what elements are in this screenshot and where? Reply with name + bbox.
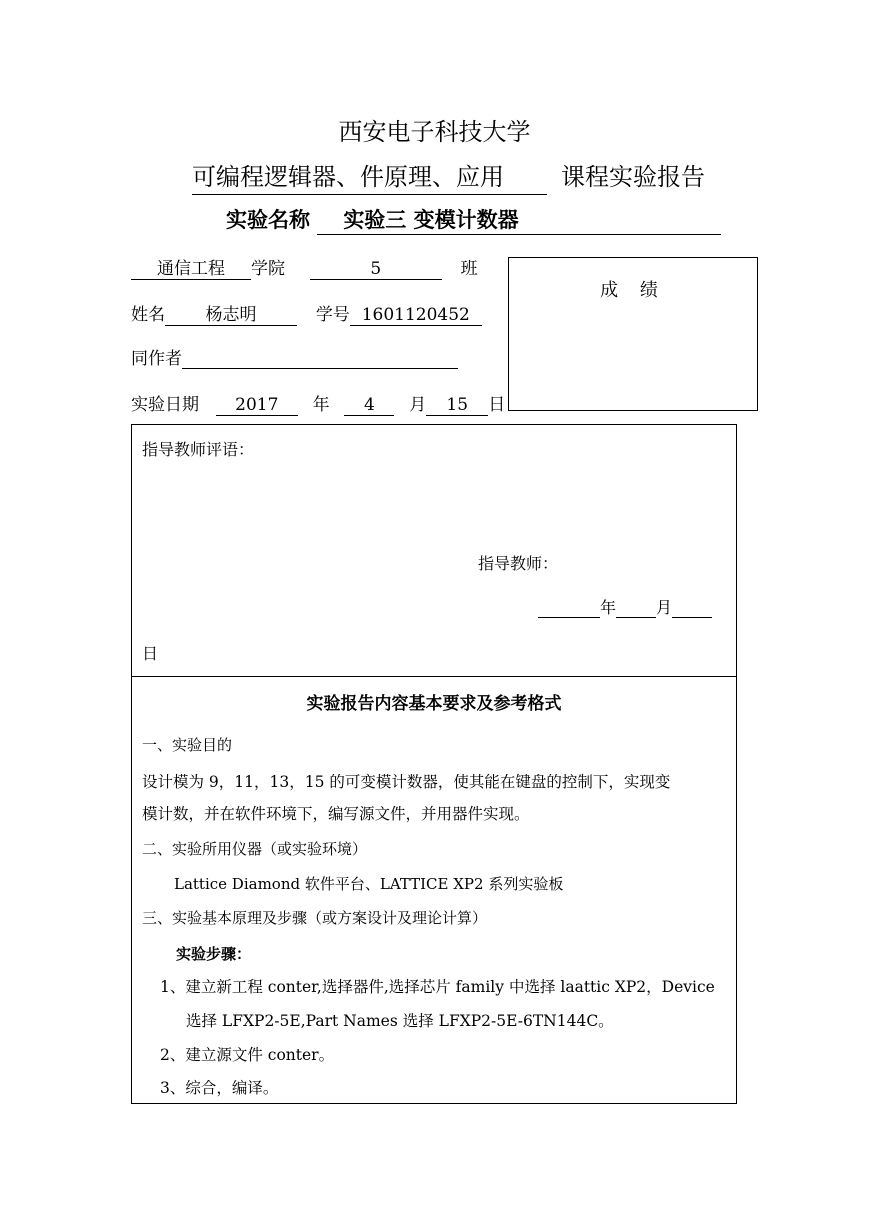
step1-line1: 1、建立新工程 conter,选择器件,选择芯片 family 中选择 laattic XP2，Device: [160, 978, 715, 996]
college-label: 学院: [251, 259, 285, 279]
requirements-section: [132, 677, 736, 1103]
college-class-line: [131, 254, 478, 280]
equipment-heading: 二、实验所用仪器（或实验环境）: [142, 840, 368, 858]
step2: 2、建立源文件 conter。: [160, 1046, 335, 1064]
year-label: 年: [312, 395, 330, 415]
equipment-text: Lattice Diamond 软件平台、LATTICE XP2 系列实验板: [174, 875, 564, 893]
requirements-heading: 实验报告内容基本要求及参考格式: [306, 694, 562, 714]
class-field: 5: [310, 259, 442, 280]
comments-label: 指导教师评语：: [142, 440, 255, 459]
comment-date: [538, 595, 712, 618]
year-field: 2017: [216, 395, 298, 416]
teacher-comments-section: [132, 425, 736, 677]
purpose-text-line2: 模计数，并在软件环境下，编写源文件，并用器件实现。: [142, 805, 530, 823]
report-title: 课程实验报告: [561, 163, 705, 191]
comment-year-field: [538, 599, 600, 618]
name-label: 姓名: [131, 305, 165, 325]
course-name: 可编程逻辑器、件原理、应用: [192, 157, 547, 195]
university-title: 西安电子科技大学: [338, 118, 531, 146]
step1-line2: 选择 LFXP2-5E,Part Names 选择 LFXP2-5E-6TN144C。: [186, 1012, 614, 1030]
steps-label: 实验步骤：: [176, 945, 252, 963]
experiment-name: 实验三 变模计数器: [317, 204, 721, 235]
date-line: [131, 390, 505, 416]
grade-box: [508, 257, 758, 411]
report-table: [131, 424, 737, 1104]
grade-label: 成 绩: [600, 280, 666, 301]
comment-day-field: [672, 599, 712, 618]
name-id-line: [131, 300, 482, 326]
teacher-signature-label: 指导教师：: [478, 554, 559, 573]
course-title-line: [192, 157, 705, 195]
purpose-heading: 一、实验目的: [142, 736, 233, 754]
comment-year-label: 年: [600, 598, 617, 617]
experiment-title-line: [226, 204, 721, 235]
comment-day-label: 日: [142, 644, 159, 663]
month-field: 4: [344, 395, 394, 416]
college-field: 通信工程: [131, 254, 251, 280]
purpose-text-line1: 设计模为 9，11，13，15 的可变模计数器，使其能在键盘的控制下，实现变: [142, 773, 671, 791]
day-field: 15: [426, 395, 488, 416]
partner-label: 同作者: [131, 349, 182, 369]
step3: 3、综合，编译。: [160, 1079, 279, 1097]
id-field: 1601120452: [350, 305, 482, 326]
class-label: 班: [460, 259, 478, 279]
comment-month-label: 月: [656, 598, 673, 617]
experiment-label: 实验名称: [226, 207, 310, 232]
month-label: 月: [409, 395, 427, 415]
comment-month-field: [616, 599, 656, 618]
partner-line: [131, 344, 458, 369]
principle-heading: 三、实验基本原理及步骤（或方案设计及理论计算）: [142, 909, 488, 927]
id-label: 学号: [315, 305, 350, 325]
day-label: 日: [488, 395, 506, 415]
name-field: 杨志明: [165, 300, 297, 326]
date-label: 实验日期: [131, 395, 199, 415]
partner-field: [182, 348, 458, 369]
